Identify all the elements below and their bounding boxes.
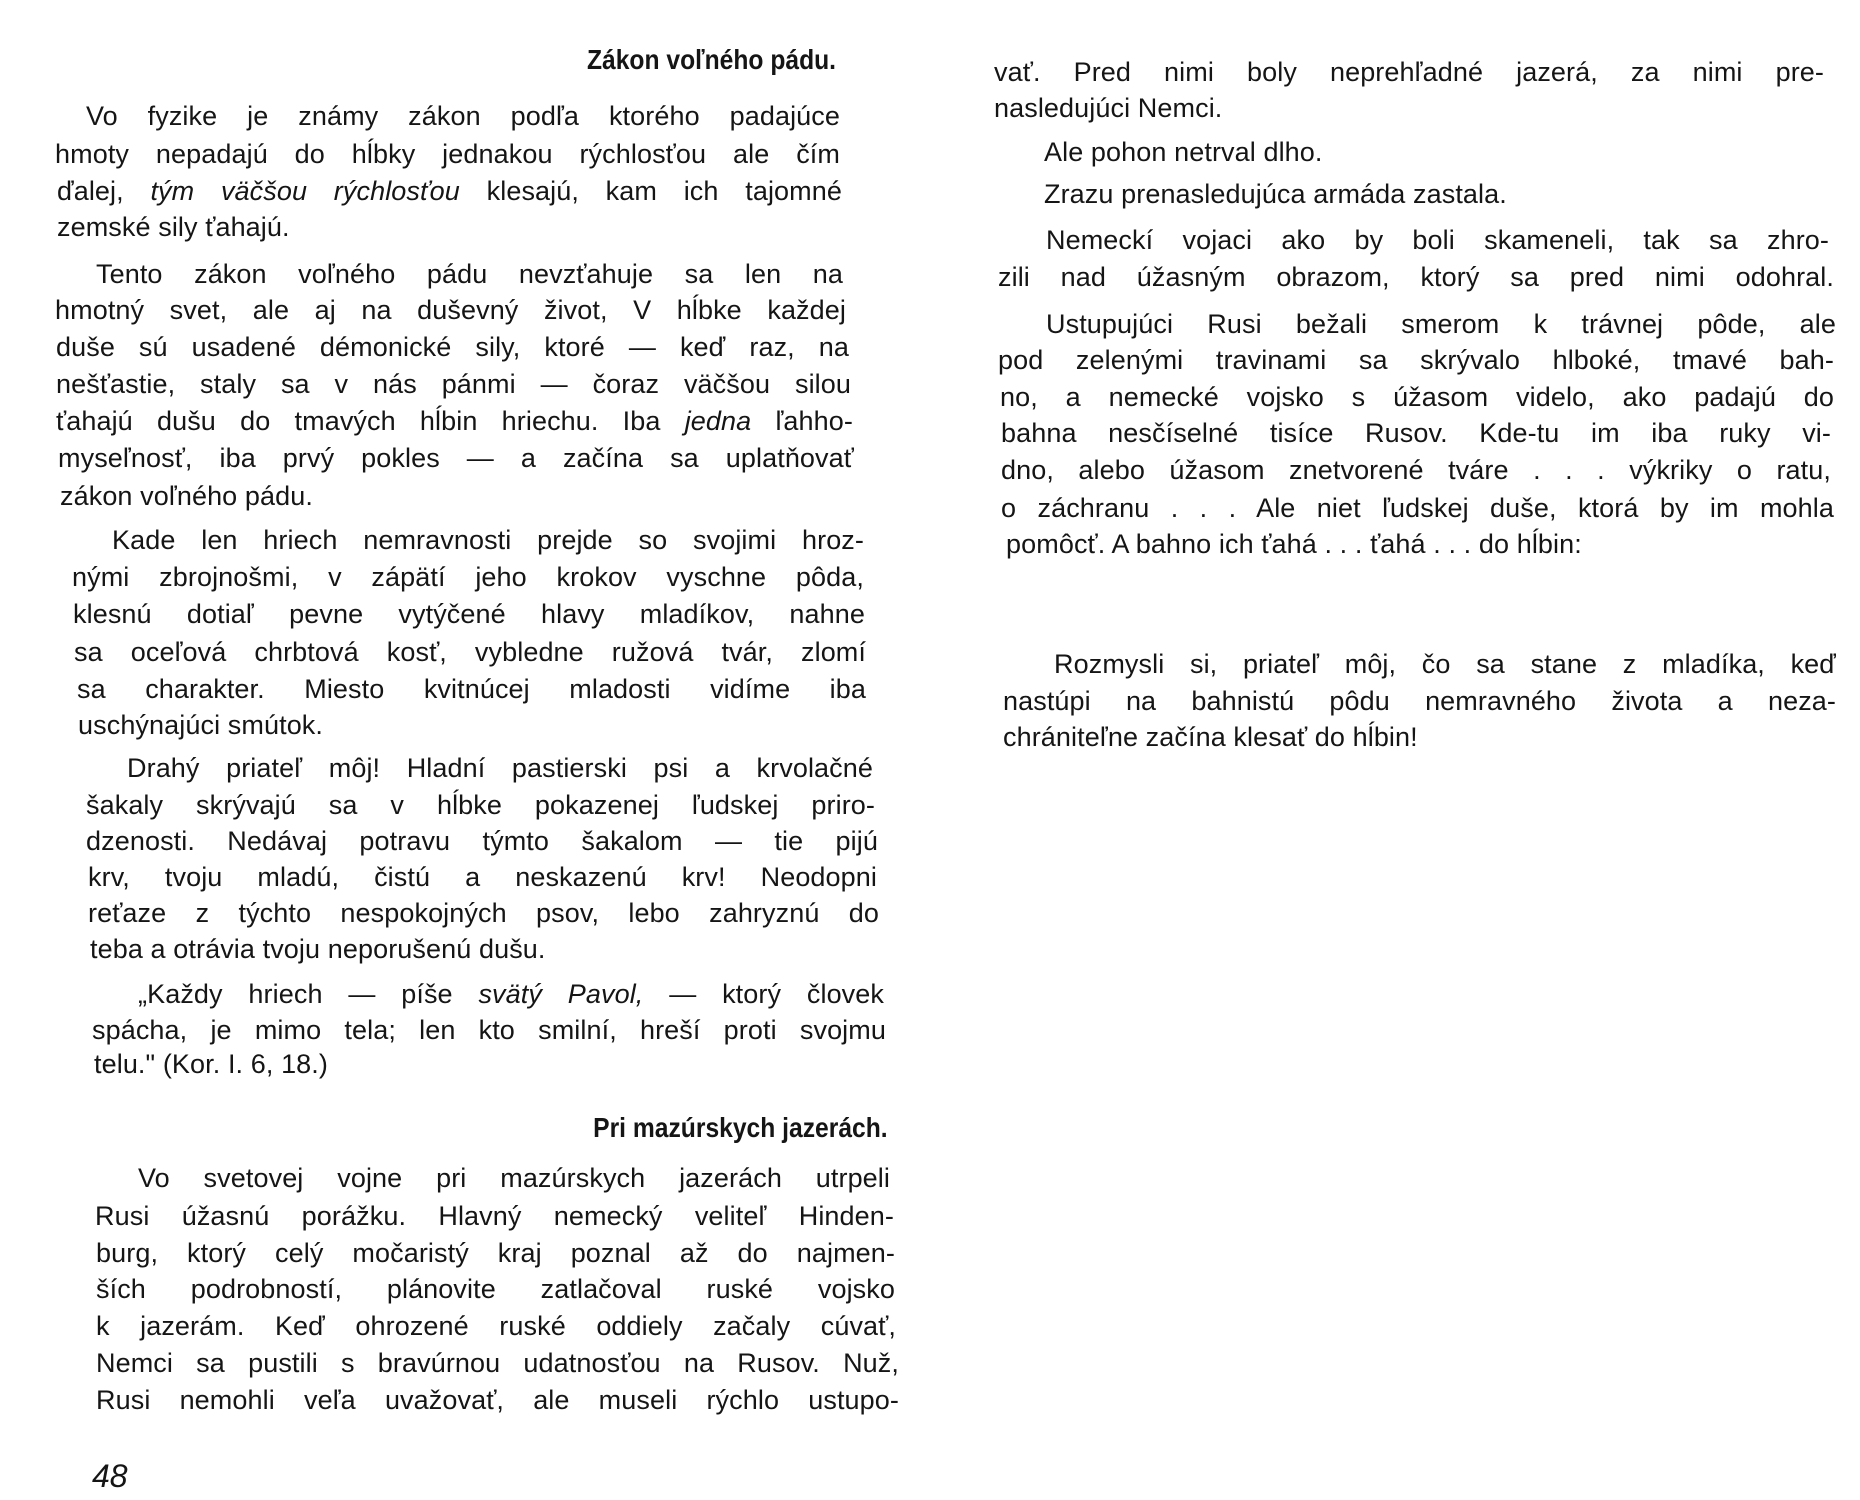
text-line (1000, 379, 1834, 415)
text-line (96, 1235, 895, 1271)
text-segment: Vo svetovej vojne pri mazúrskych jazerách utrpeli (138, 1163, 890, 1193)
text-line (78, 707, 323, 743)
text-line (1054, 646, 1836, 682)
text-line (56, 366, 851, 402)
text-line (55, 136, 840, 172)
text-line (127, 750, 873, 786)
text-segment: ťahajú dušu do tmavých hĺbin hriechu. Iba (56, 406, 685, 436)
text-line (88, 895, 879, 931)
emphasized-text: jedna (684, 406, 752, 436)
text-line (86, 98, 840, 134)
text-line (58, 440, 854, 476)
text-line (112, 522, 864, 558)
text-line (96, 256, 843, 292)
section-heading-free-fall: Zákon voľného pádu. (586, 44, 836, 75)
text-segment: klesnú dotiaľ pevne vytýčené hlavy mladíkov, nahne (73, 599, 865, 629)
text-line (998, 342, 1834, 378)
text-segment: Drahý priateľ môj! Hladní pastierski psi a krvolačné (127, 753, 873, 783)
text-segment: pod zelenými travinami sa skrývalo hlboké, tmavé bah- (998, 345, 1834, 375)
text-segment: ďalej, (57, 176, 151, 206)
emphasized-text: tým väčšou rýchlosťou (150, 176, 460, 206)
text-segment: nastúpi na bahnistú pôdu nemravného života a neza- (1003, 686, 1836, 716)
text-line (994, 90, 1222, 126)
text-segment: Vo fyzike je známy zákon podľa ktorého padajúce (86, 101, 840, 131)
text-line (138, 1160, 890, 1196)
text-segment: Nemci sa pustili s bravúrnou udatnosťou na Rusov. Nuž, (96, 1348, 899, 1378)
text-line (1003, 683, 1836, 719)
text-line (1001, 490, 1834, 526)
text-segment: dzenosti. Nedávaj potravu týmto šakalom — tie pijú (86, 826, 878, 856)
text-segment: Tento zákon voľného pádu nevzťahuje sa len na (96, 259, 843, 289)
text-segment: o záchranu . . . Ale niet ľudskej duše, ktorá by im mohla (1001, 493, 1834, 523)
text-segment: zákon voľného pádu. (60, 481, 313, 511)
text-line (74, 634, 866, 670)
text-segment: sa oceľová chrbtová kosť, vybledne ružová tvár, zlomí (74, 637, 866, 667)
text-segment: burg, ktorý celý močaristý kraj poznal až do najmen- (96, 1238, 895, 1268)
text-segment: vať. Pred nimi boly neprehľadné jazerá, za nimi pre- (994, 57, 1824, 87)
text-segment: sa charakter. Miesto kvitnúcej mladosti vidíme iba (77, 674, 866, 704)
text-segment: zemské sily ťahajú. (57, 212, 290, 242)
text-segment: šakaly skrývajú sa v hĺbke pokazenej ľudskej priro- (86, 790, 875, 820)
text-line (73, 596, 865, 632)
page-number: 48 (92, 1458, 128, 1494)
text-line (95, 1198, 894, 1234)
text-segment: pomôcť. A bahno ich ťahá . . . ťahá . . . do hĺbin: (1006, 529, 1582, 559)
text-segment: nešťastie, staly sa v nás pánmi — čoraz väčšou silou (56, 369, 851, 399)
text-line (60, 478, 313, 514)
text-segment: zili nad úžasným obrazom, ktorý sa pred nimi odohral. (998, 262, 1834, 292)
text-line (94, 1046, 328, 1082)
text-line (57, 173, 842, 209)
text-line (56, 329, 849, 365)
text-segment: Ale pohon netrval dlho. (1044, 137, 1323, 167)
text-segment: Rusi nemohli veľa uvažovať, ale museli rýchlo ustupo- (96, 1385, 899, 1415)
text-segment: teba a otrávia tvoju neporušenú dušu. (90, 934, 546, 964)
text-segment: telu." (Kor. I. 6, 18.) (94, 1049, 328, 1079)
section-heading-masurian-lakes: Pri mazúrskych jazerách. (593, 1112, 888, 1143)
text-segment: nými zbrojnošmi, v zápätí jeho krokov vyschne pôda, (72, 562, 864, 592)
text-segment: Ustupujúci Rusi bežali smerom k trávnej pôde, ale (1046, 309, 1836, 339)
text-segment: ľahho- (751, 406, 853, 436)
text-line (1006, 526, 1582, 562)
text-segment: krv, tvoju mladú, čistú a neskazenú krv! Neodopni (88, 862, 877, 892)
text-line (1046, 222, 1829, 258)
text-line (86, 823, 878, 859)
text-line (1003, 719, 1418, 755)
text-line (55, 292, 846, 328)
text-segment: „Každy hriech — píše (138, 979, 479, 1009)
text-line (1001, 415, 1831, 451)
text-line (92, 1012, 886, 1048)
text-line (72, 559, 864, 595)
text-segment: bahna nesčíselné tisíce Rusov. Kde-tu im iba ruky vi- (1001, 418, 1831, 448)
text-segment: nasledujúci Nemci. (994, 93, 1223, 123)
text-segment: dno, alebo úžasom znetvorené tváre . . . výkriky o ratu, (1001, 455, 1831, 485)
text-segment: — ktorý človek (643, 979, 884, 1009)
text-segment: hmotný svet, ale aj na duševný život, V hĺbke každej (55, 295, 846, 325)
text-line (77, 671, 866, 707)
emphasized-text: svätý Pavol, (478, 979, 644, 1009)
text-segment: Zrazu prenasledujúca armáda zastala. (1044, 179, 1507, 209)
text-segment: reťaze z týchto nespokojných psov, lebo zahryznú do (88, 898, 879, 928)
text-line (994, 54, 1824, 90)
text-segment: myseľnosť, iba prvý pokles — a začína sa uplatňovať (58, 443, 854, 473)
text-segment: Kade len hriech nemravnosti prejde so svojimi hroz- (112, 525, 864, 555)
text-segment: Nemeckí vojaci ako by boli skameneli, tak sa zhro- (1046, 225, 1829, 255)
text-line (96, 1308, 896, 1344)
text-segment: no, a nemecké vojsko s úžasom videlo, ako padajú do (1000, 382, 1834, 412)
text-segment: uschýnajúci smútok. (78, 710, 324, 740)
text-segment: klesajú, kam ich tajomné (459, 176, 842, 206)
text-line (88, 859, 877, 895)
text-line (90, 931, 546, 967)
text-line (96, 1382, 899, 1418)
text-line (96, 1271, 895, 1307)
text-line (1001, 452, 1831, 488)
text-line (138, 976, 884, 1012)
text-line (56, 403, 853, 439)
text-line (57, 209, 290, 245)
text-line (998, 259, 1834, 295)
text-segment: duše sú usadené démonické sily, ktoré — keď raz, na (56, 332, 849, 362)
text-segment: spácha, je mimo tela; len kto smilní, hreší proti svojmu (92, 1015, 886, 1045)
text-line (1046, 306, 1836, 342)
text-line (1044, 176, 1507, 212)
text-segment: chrániteľne začína klesať do hĺbin! (1003, 722, 1418, 752)
text-segment: hmoty nepadajú do hĺbky jednakou rýchlosťou ale čím (55, 139, 840, 169)
text-line (86, 787, 875, 823)
text-segment: Rusi úžasnú porážku. Hlavný nemecký veliteľ Hinden- (95, 1201, 894, 1231)
text-segment: k jazerám. Keď ohrozené ruské oddiely začaly cúvať, (96, 1311, 896, 1341)
text-line (1044, 134, 1323, 170)
text-segment: ších podrobností, plánovite zatlačoval ruské vojsko (96, 1274, 895, 1304)
text-segment: Rozmysli si, priateľ môj, čo sa stane z mladíka, keď (1054, 649, 1836, 679)
text-line (96, 1345, 899, 1381)
